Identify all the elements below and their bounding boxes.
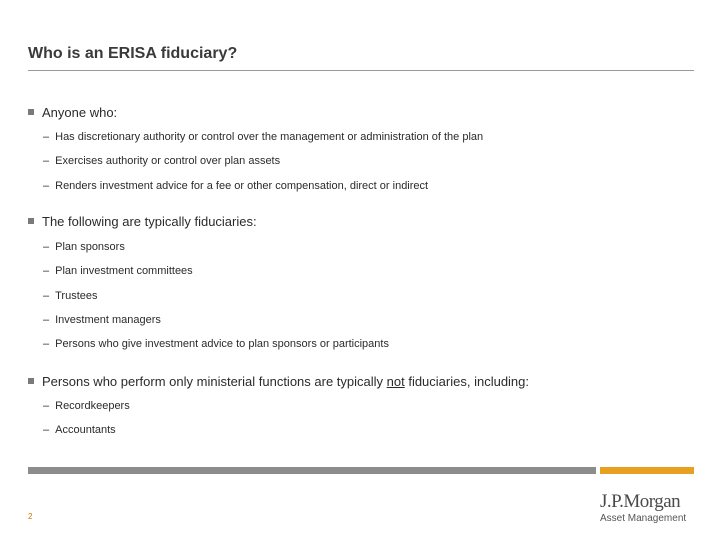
sub-item xyxy=(43,400,130,412)
bullet-text: The following are typically fiduciaries: xyxy=(42,214,257,229)
square-bullet-icon xyxy=(28,109,34,115)
sub-item xyxy=(43,265,193,277)
sub-item xyxy=(43,338,389,350)
jpmorgan-logo xyxy=(600,492,694,525)
sub-item xyxy=(43,241,125,253)
dash-marker: – xyxy=(43,290,50,302)
sub-item xyxy=(43,155,280,167)
dash-marker: – xyxy=(43,314,50,326)
sub-item-text: Trustees xyxy=(55,290,98,302)
bullet-ministerial-functions xyxy=(28,374,529,389)
bullet-text: Anyone who: xyxy=(42,105,118,120)
bullet-text-before: Persons who perform only ministerial functions are typically xyxy=(42,374,387,389)
slide-title: Who is an ERISA fiduciary? xyxy=(28,45,238,62)
footer-bar-orange xyxy=(600,467,694,474)
sub-item xyxy=(43,180,428,192)
sub-item xyxy=(43,131,483,143)
sub-item-text: Recordkeepers xyxy=(55,400,130,412)
sub-item xyxy=(43,424,116,436)
dash-marker: – xyxy=(43,131,50,143)
sub-item-text: Investment managers xyxy=(55,314,161,326)
dash-marker: – xyxy=(43,400,50,412)
sub-item xyxy=(43,290,98,302)
bullet-anyone-who xyxy=(28,105,117,120)
sub-item-text: Persons who give investment advice to plan sponsors or participants xyxy=(55,338,389,350)
sub-item-text: Accountants xyxy=(55,424,116,436)
sub-item-text: Plan investment committees xyxy=(55,265,193,277)
bullet-text-emphasis: not xyxy=(386,374,405,389)
sub-item xyxy=(43,314,161,326)
dash-marker: – xyxy=(43,338,50,350)
dash-marker: – xyxy=(43,424,50,436)
sub-item-text: Has discretionary authority or control over the management or administration of the plan xyxy=(55,131,484,143)
logo-brand: J.P.Morgan xyxy=(600,491,681,512)
sub-item-text: Renders investment advice for a fee or other compensation, direct or indirect xyxy=(55,180,429,192)
dash-marker: – xyxy=(43,265,50,277)
footer-bar-gray xyxy=(28,467,596,474)
bullet-text-after: fiduciaries, including: xyxy=(404,374,530,389)
sub-item-text: Exercises authority or control over plan assets xyxy=(55,155,281,167)
page-number: 2 xyxy=(28,512,33,521)
title-divider xyxy=(28,70,694,71)
square-bullet-icon xyxy=(28,378,34,384)
sub-item-text: Plan sponsors xyxy=(55,241,125,253)
dash-marker: – xyxy=(43,155,50,167)
bullet-typically-fiduciaries xyxy=(28,214,257,229)
logo-sub-brand: Asset Management xyxy=(600,513,687,524)
dash-marker: – xyxy=(43,180,50,192)
dash-marker: – xyxy=(43,241,50,253)
square-bullet-icon xyxy=(28,218,34,224)
